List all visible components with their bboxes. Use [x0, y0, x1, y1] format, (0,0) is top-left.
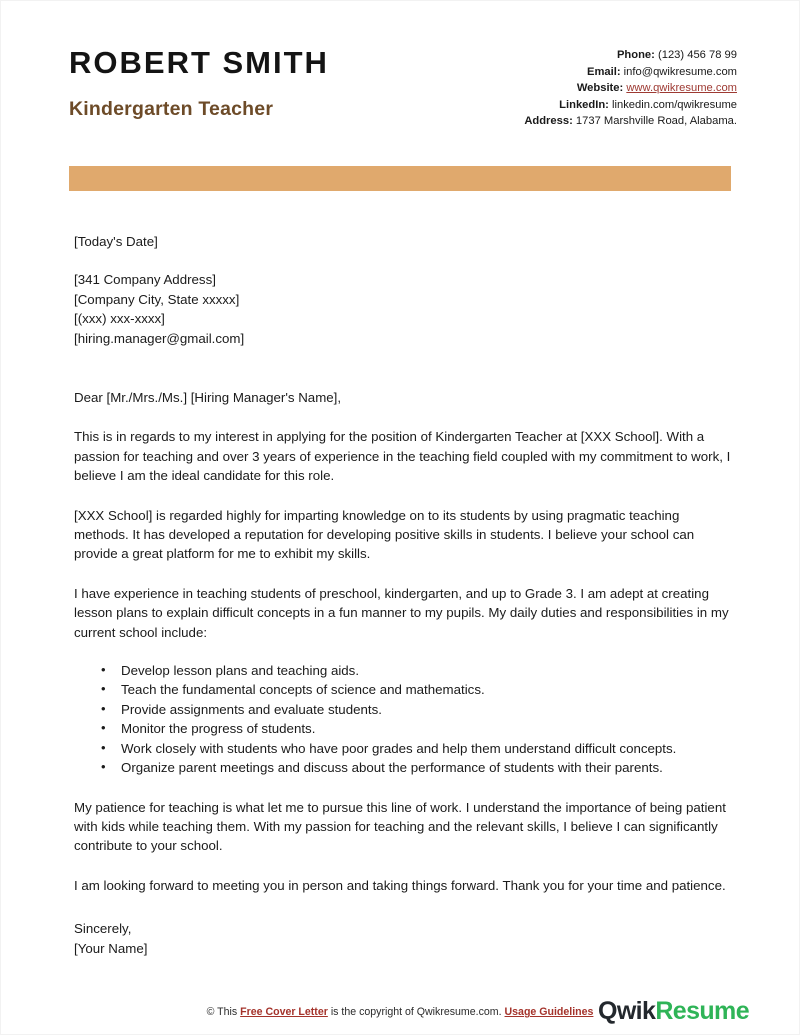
- contact-row-email: [524, 64, 737, 81]
- letter-salutation: Dear [Mr./Mrs./Ms.] [Hiring Manager's Name],: [74, 390, 342, 405]
- contact-row-phone: [524, 47, 737, 64]
- footer-link-free-cover-letter[interactable]: Free Cover Letter: [240, 1006, 328, 1018]
- footer-link-usage-guidelines[interactable]: Usage Guidelines: [504, 1006, 594, 1018]
- contact-label-linkedin: LinkedIn:: [559, 98, 609, 111]
- contact-value-phone: (123) 456 78 99: [658, 49, 737, 61]
- list-item: • Develop lesson plans and teaching aids.: [74, 661, 731, 680]
- letter-closing: [74, 919, 731, 958]
- recipient-line-city: [Company City, State xxxxx]: [74, 291, 240, 307]
- footer-copyright-text: [207, 1006, 594, 1018]
- letter-paragraph-5: I am looking forward to meeting you in person and taking things forward. Thank you for your time and patience.: [74, 877, 726, 893]
- contact-row-website: [524, 80, 737, 97]
- contact-label-website: Website:: [576, 82, 624, 95]
- footer-text-before: This: [217, 1006, 238, 1018]
- logo-text-qwik: Qwik: [597, 997, 656, 1025]
- recipient-line-email: [hiring.manager@gmail.com]: [74, 330, 245, 346]
- copyright-icon: ©: [206, 1006, 215, 1018]
- contact-row-address: [524, 113, 737, 130]
- list-item: • Monitor the progress of students.: [74, 719, 731, 738]
- letter-paragraph-1: This is in regards to my interest in applying for the position of Kindergarten Teacher at [XXX School]. With a passion for teaching and over 3 years of experience in the teaching field coupled with my commitment to work, I believe I am the ideal candidate for this role.: [74, 429, 731, 484]
- recipient-line-street: [341 Company Address]: [74, 272, 216, 288]
- accent-divider-bar: [69, 166, 731, 191]
- logo-text-resume: Resume: [655, 997, 749, 1025]
- applicant-name: ROBERT SMITH: [69, 45, 329, 80]
- contact-value-linkedin: linkedin.com/qwikresume: [612, 98, 737, 111]
- accent-divider-wrap: [1, 166, 799, 191]
- list-item: • Work closely with students who have poor grades and help them understand difficult concepts.: [74, 739, 731, 758]
- footer-text-middle: is the copyright of Qwikresume.com.: [330, 1006, 502, 1018]
- letter-header: [1, 1, 799, 130]
- sign-off: Sincerely,: [74, 921, 132, 937]
- recipient-line-phone: [(xxx) xxx-xxxx]: [74, 311, 165, 327]
- identity-block: [69, 39, 329, 120]
- duties-list: [74, 661, 731, 777]
- letter-body: [1, 232, 799, 958]
- letter-paragraph-3: I have experience in teaching students of preschool, kindergarten, and up to Grade 3. I am adept at creating lesson plans to explain difficult concepts in a fun manner to my pupils. My daily duties and responsibilities in my current school include:: [74, 585, 729, 640]
- contact-value-address: 1737 Marshville Road, Alabama.: [575, 115, 737, 128]
- list-item: • Organize parent meetings and discuss about the performance of students with their parents.: [74, 758, 731, 777]
- signature-name: [Your Name]: [74, 940, 148, 956]
- contact-label-email: Email:: [586, 65, 621, 78]
- contact-label-address: Address:: [524, 115, 573, 128]
- list-item: • Provide assignments and evaluate students.: [74, 700, 731, 719]
- recipient-address-block: [74, 270, 731, 348]
- letter-paragraph-2: [XXX School] is regarded highly for imparting knowledge on to its students by using pragmatic teaching methods. It has developed a reputation for developing positive skills in students. I believe your school can provide a great platform for me to exhibit my skills.: [74, 507, 695, 562]
- contact-details: [524, 39, 737, 130]
- letter-date: [Today's Date]: [74, 233, 158, 249]
- applicant-job-title: Kindergarten Teacher: [69, 97, 274, 120]
- letter-paragraph-4: My patience for teaching is what let me to pursue this line of work. I understand the importance of being patient with kids while teaching them. With my passion for teaching and the relevant skills, I believe I can significantly contribute to your school.: [74, 799, 726, 854]
- contact-row-linkedin: [524, 97, 737, 114]
- qwikresume-logo[interactable]: [598, 997, 749, 1026]
- list-item: • Teach the fundamental concepts of science and mathematics.: [74, 680, 731, 699]
- contact-value-website-link[interactable]: www.qwikresume.com: [626, 82, 737, 95]
- contact-label-phone: Phone:: [616, 49, 655, 61]
- contact-value-email: info@qwikresume.com: [623, 65, 737, 78]
